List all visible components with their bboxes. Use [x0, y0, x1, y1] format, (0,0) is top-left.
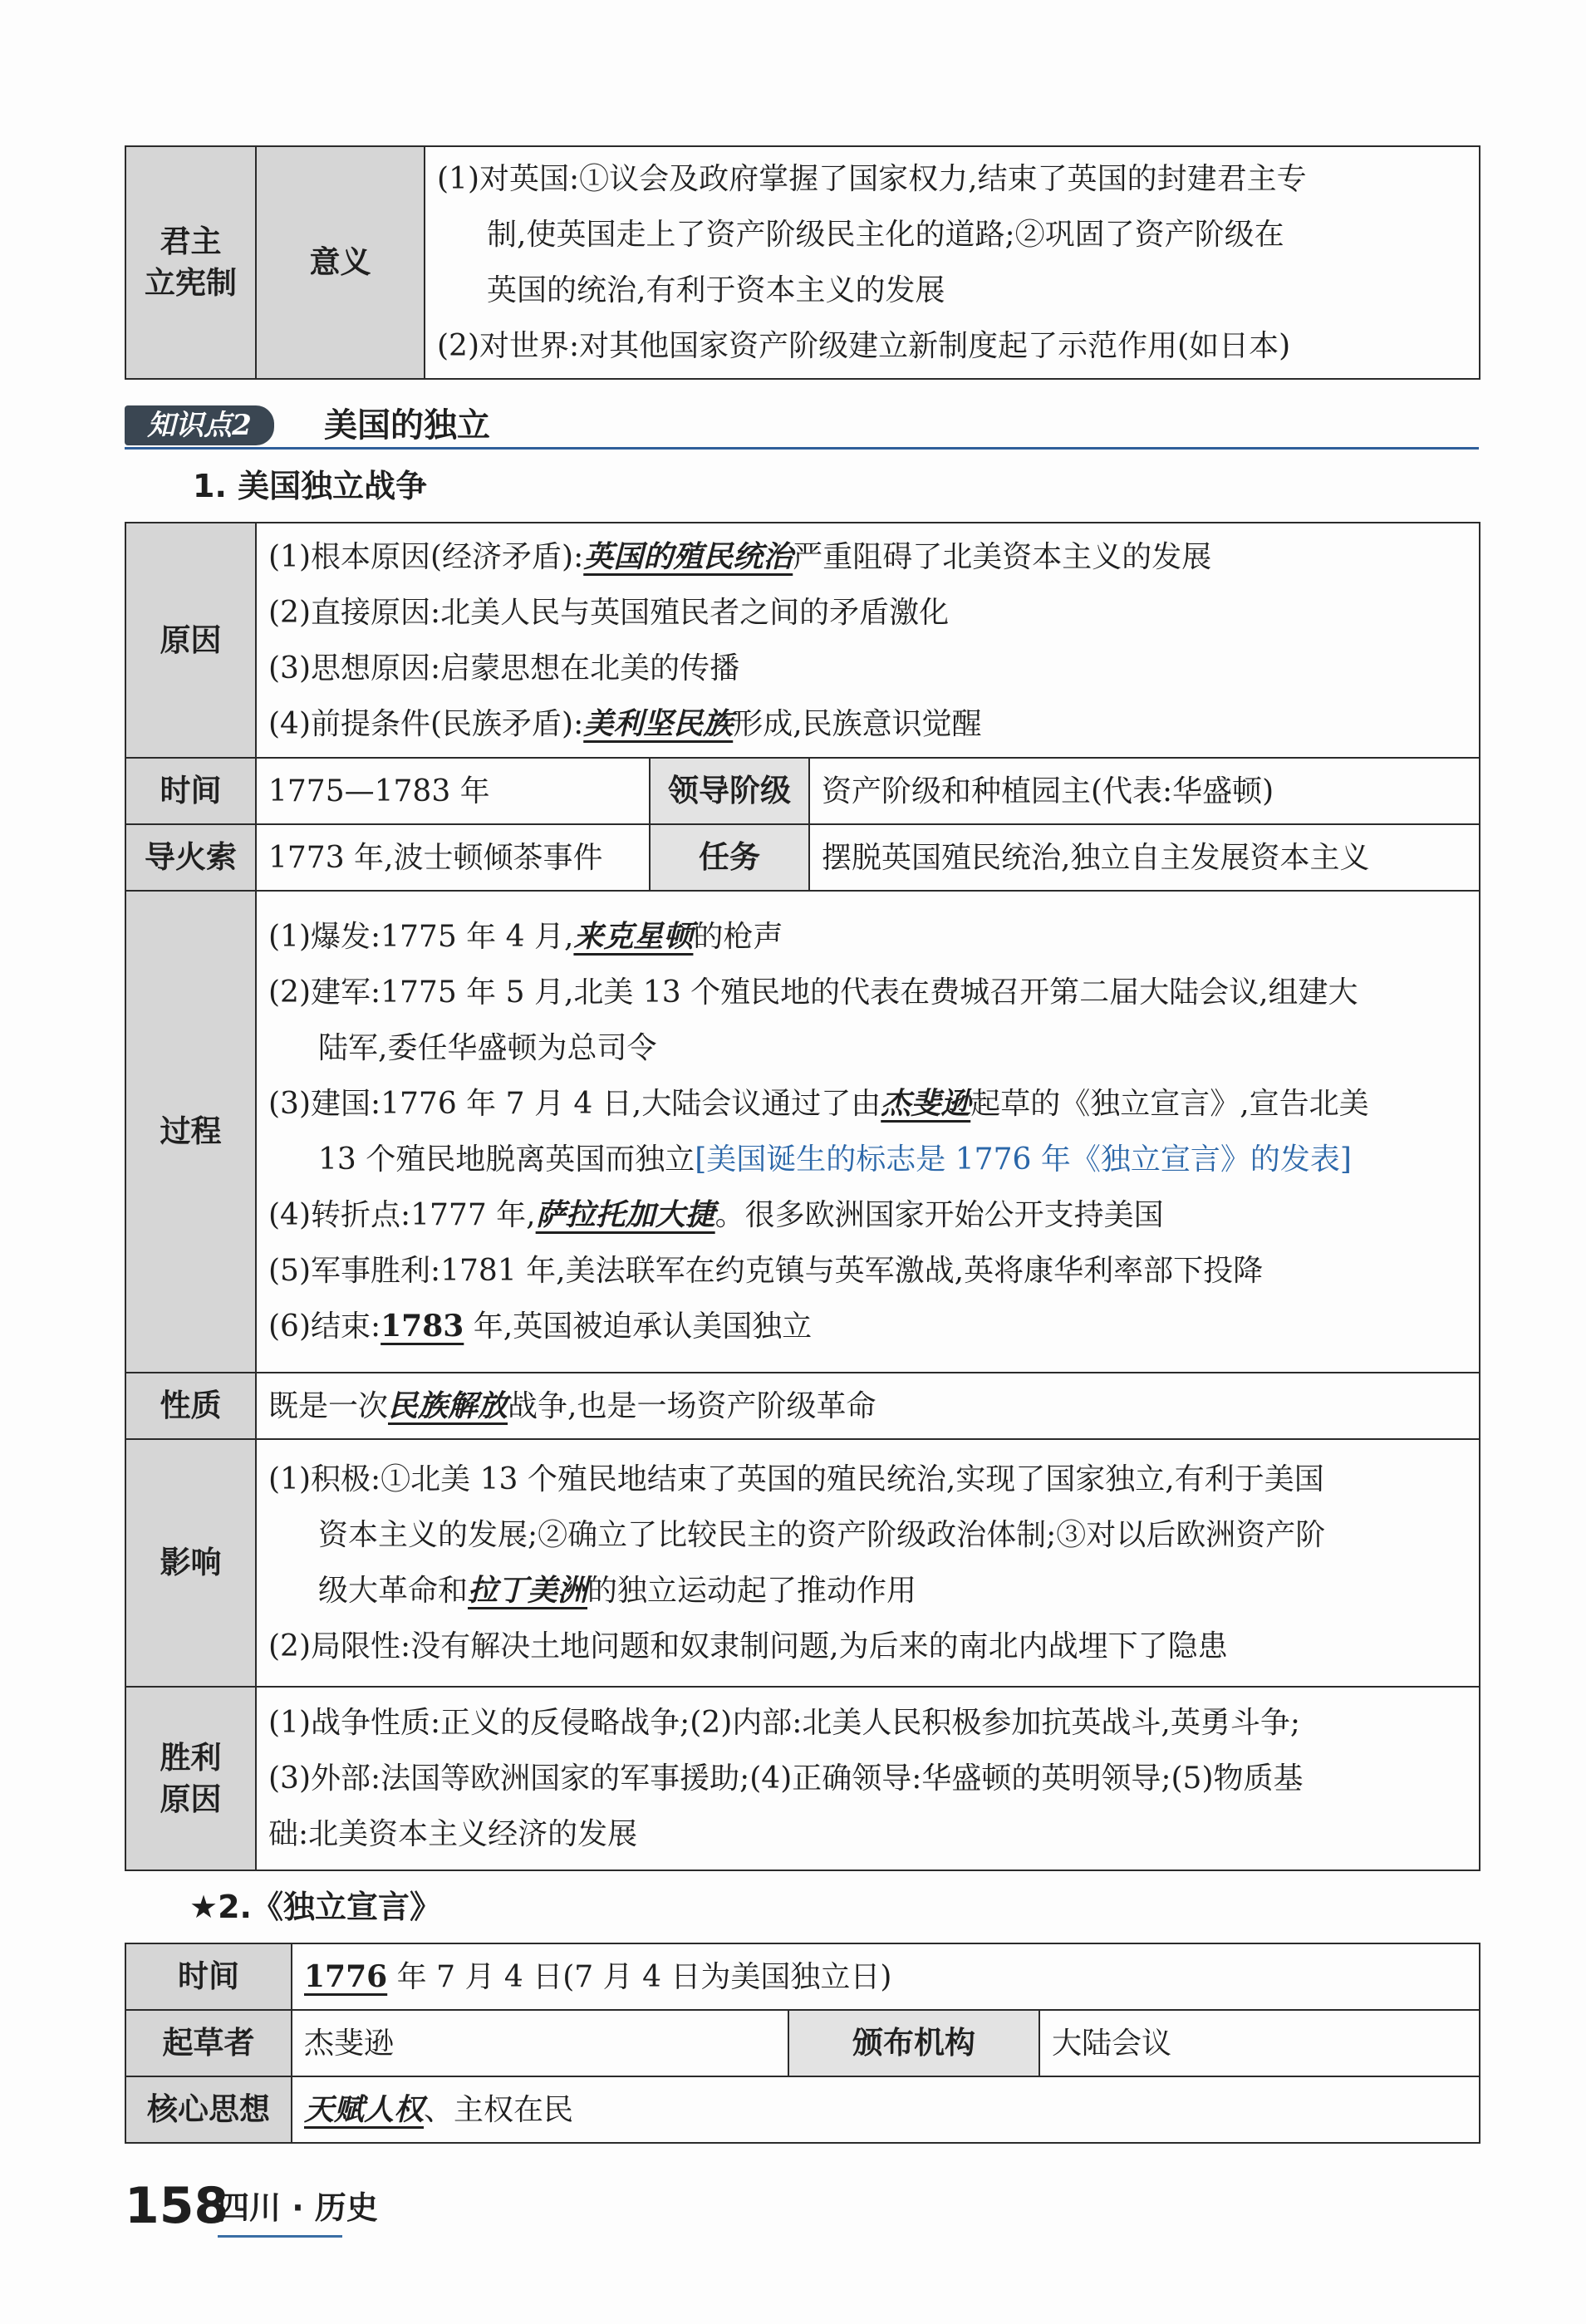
book-title: 四川 · 历史: [218, 2189, 378, 2226]
significance-line-4: (2)对世界:对其他国家资产阶级建立新制度起了示范作用(如日本): [437, 329, 1291, 363]
core-idea-value: 天赋人权、主权在民: [292, 2076, 1480, 2143]
nature-content: 既是一次民族解放战争,也是一场资产阶级革命: [256, 1373, 1480, 1439]
victory-line-2: (3)外部:法国等欧洲国家的军事援助;(4)正确领导:华盛顿的英明领导;(5)物质基: [268, 1761, 1304, 1796]
cause-line-1: (1)根本原因(经济矛盾):英国的殖民统治严重阻碍了北美资本主义的发展: [268, 538, 1212, 574]
subheading-war: 1. 美国独立战争: [193, 468, 428, 504]
process-label: 过程: [125, 891, 256, 1373]
drafter-value: 杰斐逊: [292, 2010, 788, 2076]
fuse-value: 1773 年,波士顿倾茶事件: [256, 824, 650, 891]
decl-time-value: 1776 年 7 月 4 日(7 月 4 日为美国独立日): [292, 1943, 1480, 2010]
cause-line-2: (2)直接原因:北美人民与英国殖民者之间的矛盾激化: [268, 595, 950, 630]
cause-content: [256, 523, 1480, 758]
nature-label: 性质: [125, 1373, 256, 1439]
section-underline: [125, 447, 1479, 450]
subheading-declaration: ★2.《独立宣言》: [189, 1889, 441, 1925]
task-value: 摆脱英国殖民统治,独立自主发展资本主义: [809, 824, 1480, 891]
significance-content: [425, 146, 1480, 379]
category-line-2: 立宪制: [145, 265, 237, 301]
process-line-7: (5)军事胜利:1781 年,美法联军在约克镇与英军激战,英将康华利率部下投降: [268, 1254, 1264, 1288]
process-line-4: (3)建国:1776 年 7 月 4 日,大陆会议通过了由杰斐逊起草的《独立宣言》,宣告北美: [268, 1086, 1369, 1121]
leader-label: 领导阶级: [650, 758, 809, 824]
cause-line-4: (4)前提条件(民族矛盾):美利坚民族形成,民族意识觉醒: [268, 705, 982, 741]
drafter-label: 起草者: [125, 2010, 292, 2076]
issuer-label: 颁布机构: [788, 2010, 1039, 2076]
cause-label: 原因: [125, 523, 256, 758]
process-line-2: (2)建军:1775 年 5 月,北美 13 个殖民地的代表在费城召开第二届大陆会议,组建大: [268, 975, 1358, 1010]
impact-line-3: 级大革命和拉丁美洲的独立运动起了推动作用: [318, 1573, 917, 1608]
impact-line-2: 资本主义的发展;②确立了比较民主的资产阶级政治体制;③对以后欧洲资产阶: [318, 1518, 1326, 1552]
constitutional-monarchy-table: [125, 145, 1480, 380]
victory-line-3: 础:北美资本主义经济的发展: [268, 1817, 638, 1851]
issuer-value: 大陆会议: [1039, 2010, 1480, 2076]
page-number: 158: [125, 2177, 229, 2235]
process-line-5: 13 个殖民地脱离英国而独立[美国诞生的标志是 1776 年《独立宣言》的发表]: [318, 1142, 1352, 1177]
impact-line-1: (1)积极:①北美 13 个殖民地结束了英国的殖民统治,实现了国家独立,有利于美国: [268, 1462, 1324, 1496]
impact-line-4: (2)局限性:没有解决土地问题和奴隶制问题,为后来的南北内战埋下了隐患: [268, 1629, 1228, 1663]
victory-content: [256, 1687, 1480, 1870]
victory-label: 胜利 原因: [125, 1687, 256, 1870]
category-line-1: 君主: [160, 224, 222, 259]
significance-line-3: 英国的统治,有利于资本主义的发展: [487, 273, 945, 307]
significance-line-2: 制,使英国走上了资产阶级民主化的道路;②巩固了资产阶级在: [487, 218, 1284, 252]
decl-time-label: 时间: [125, 1943, 292, 2010]
victory-line-1: (1)战争性质:正义的反侵略战争;(2)内部:北美人民积极参加抗英战斗,英勇斗争;: [268, 1706, 1300, 1740]
process-line-3: 陆军,委任华盛顿为总司令: [318, 1031, 657, 1065]
process-content: [256, 891, 1480, 1373]
declaration-table: [125, 1943, 1480, 2144]
time-label: 时间: [125, 758, 256, 824]
task-label: 任务: [650, 824, 809, 891]
process-line-1: (1)爆发:1775 年 4 月,来克星顿的枪声: [268, 919, 783, 954]
core-idea-label: 核心思想: [125, 2076, 292, 2143]
founding-note: [美国诞生的标志是 1776 年《独立宣言》的发表]: [695, 1142, 1352, 1177]
time-value: 1775—1783 年: [256, 758, 650, 824]
significance-line-1: (1)对英国:①议会及政府掌握了国家权力,结束了英国的封建君主专: [437, 162, 1307, 196]
section-title: 美国的独立: [324, 406, 490, 445]
cause-line-3: (3)思想原因:启蒙思想在北美的传播: [268, 651, 740, 685]
process-line-8: (6)结束:1783 年,英国被迫承认美国独立: [268, 1309, 813, 1344]
significance-label: 意义: [256, 146, 425, 379]
impact-content: [256, 1439, 1480, 1687]
fuse-label: 导火索: [125, 824, 256, 891]
footer-underline: [218, 2235, 342, 2238]
process-line-6: (4)转折点:1777 年,萨拉托加大捷。很多欧洲国家开始公开支持美国: [268, 1197, 1164, 1232]
independence-war-table: [125, 522, 1480, 1871]
category-cell: [125, 146, 256, 379]
knowledge-point-tag: 知识点2: [125, 405, 274, 445]
leader-value: 资产阶级和种植园主(代表:华盛顿): [809, 758, 1480, 824]
impact-label: 影响: [125, 1439, 256, 1687]
